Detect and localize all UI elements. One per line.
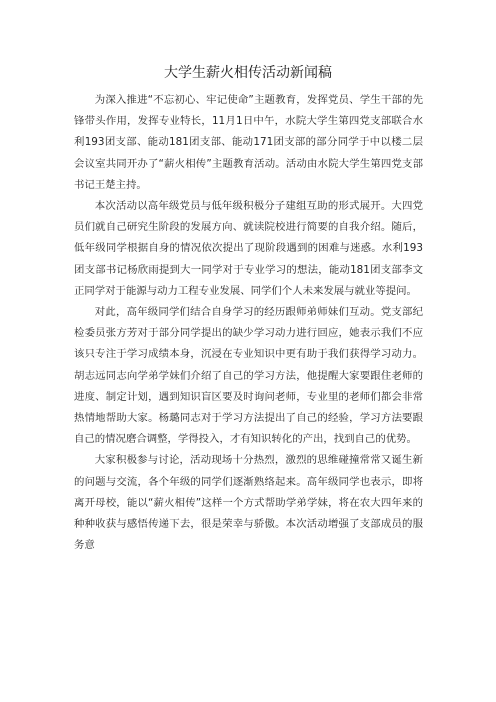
paragraph: 大家积极参与讨论，活动现场十分热烈，激烈的思维碰撞常常又诞生新的问题与交流，各个年级的同学们逐渐熟络起来。高年级同学也表示，即将离开母校，能以“薪火相传”这样一个方式帮助学弟学妹，将在农大四年来的种种收获与感悟传递下去，很是荣幸与骄傲。本次活动增强了支部成员的服务意 <box>74 454 423 552</box>
paragraph: 对此，高年级同学们结合自身学习的经历跟师弟师妹们互动。党支部纪检委员张方芳对于部分同学提出的缺少学习动力进行回应，她表示我们不应该只专注于学习成绩本身，沉浸在专业知识中更有助于我们获得学习动力。胡志远同志向学弟学妹们介绍了自己的学习方法，他提醒大家要跟住老师的进度、制定计划，遇到知识盲区要及时询问老师，专业里的老师们都会非常热情地帮助大家。杨璐同志对于学习方法提出了自己的经验，学习方法要跟自己的情况磨合调整，学得投入，才有知识转化的产出，找到自己的优势。 <box>74 306 423 446</box>
paragraph: 本次活动以高年级党员与低年级积极分子建组互助的形式展开。大四党员们就自己研究生阶段的发展方向、就读院校进行简要的自我介绍。随后，低年级同学根据自身的情况依次提出了现阶段遇到的困难与迷惑。水利193团支部书记杨欣雨提到大一同学对于专业学习的想法，能动181团支部李文正同学对于能源与动力工程专业发展、同学们个人未来发展与就业等提问。 <box>74 200 423 297</box>
document-body <box>74 90 423 556</box>
paragraph: 为深入推进“不忘初心、牢记使命”主题教育，发挥党员、学生干部的先锋带头作用，发挥专业特长，11月1日中午，水院大学生第四党支部联合水利193团支部、能动181团支部、能动171团支部的部分同学于中以楼二层会议室共同开办了“薪火相传”主题教育活动。活动由水院大学生第四党支部书记王楚主持。 <box>74 94 423 191</box>
document-title: 大学生薪火相传活动新闻稿 <box>164 65 332 81</box>
